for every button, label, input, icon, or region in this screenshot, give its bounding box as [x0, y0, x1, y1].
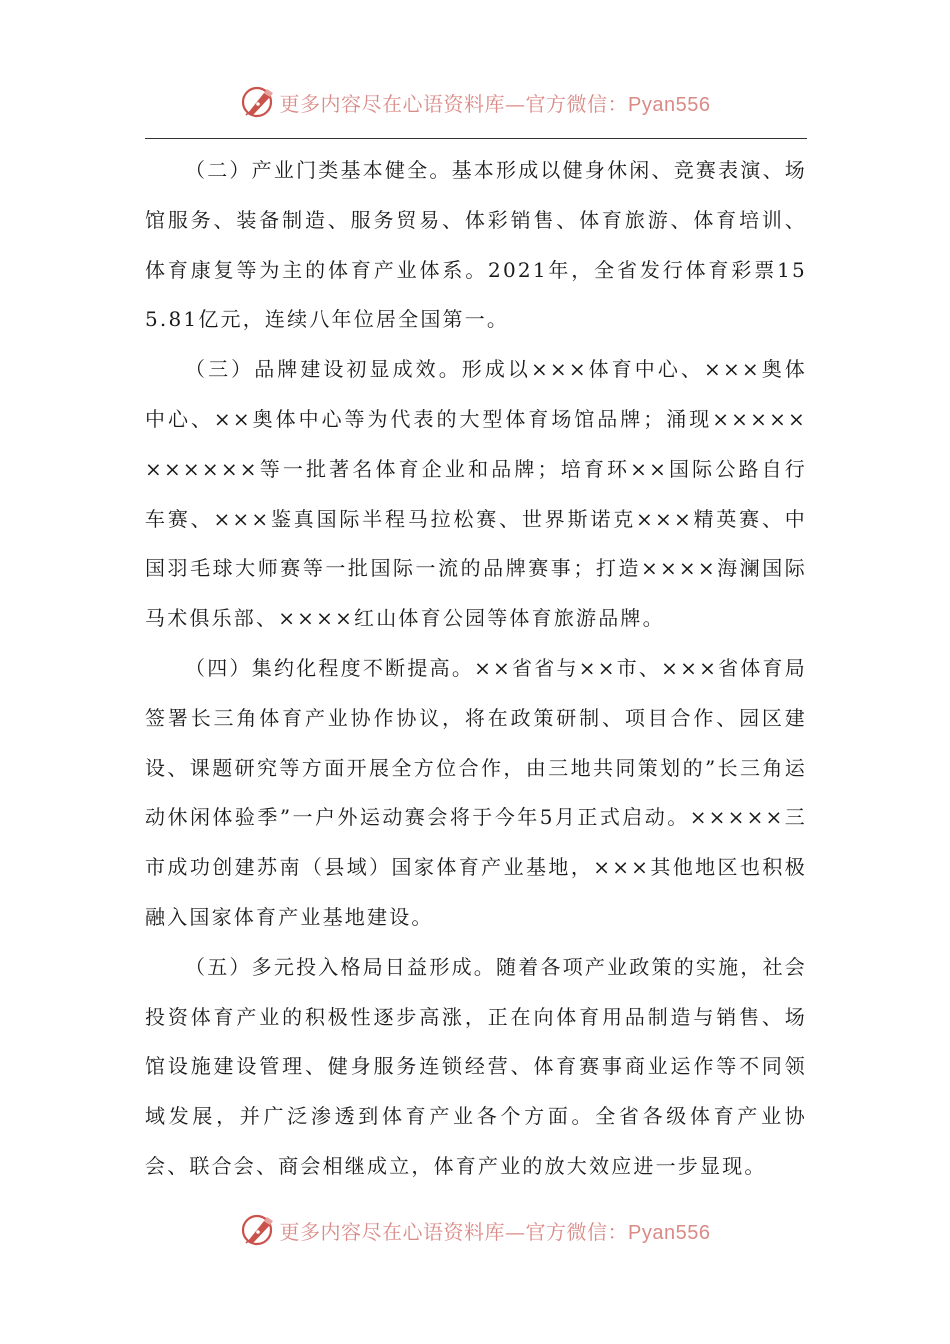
pen-nib-logo-icon [240, 84, 276, 120]
watermark-text: 更多内容尽在心语资料库—官方微信：Pyan556 [279, 91, 711, 116]
footer-watermark [0, 1208, 950, 1252]
document-body [145, 146, 807, 1192]
paragraph-brand-building: （三）品牌建设初显成效。形成以×××体育中心、×××奥体中心、××奥体中心等为代表的大型体育场馆品牌；涌现×××××××××××等一批著名体育企业和品牌；培育环××国际公路自行车赛、×××鉴真国际半程马拉松赛、世界斯诺克×××精英赛、中国羽毛球大师赛等一批国际一流的品牌赛事；打造××××海澜国际马术俱乐部、××××红山体育公园等体育旅游品牌。 [145, 357, 807, 631]
header-watermark [0, 80, 950, 124]
pen-nib-logo-icon [240, 1212, 276, 1248]
paragraph-diversified-investment: （五）多元投入格局日益形成。随着各项产业政策的实施，社会投资体育产业的积极性逐步高涨，正在向体育用品制造与销售、场馆设施建设管理、健身服务连锁经营、体育赛事商业运作等不同领域发展，并广泛渗透到体育产业各个方面。全省各级体育产业协会、联合会、商会相继成立，体育产业的放大效应进一步显现。 [145, 954, 807, 1178]
header-divider [145, 138, 807, 139]
watermark-text: 更多内容尽在心语资料库—官方微信：Pyan556 [279, 1219, 711, 1244]
paragraph-industry-categories: （二）产业门类基本健全。基本形成以健身休闲、竞赛表演、场馆服务、装备制造、服务贸易、体彩销售、体育旅游、体育培训、体育康复等为主的体育产业体系。2021年，全省发行体育彩票155.81亿元，连续八年位居全国第一。 [145, 158, 807, 332]
paragraph-intensification: （四）集约化程度不断提高。××省省与××市、×××省体育局签署长三角体育产业协作协议，将在政策研制、项目合作、园区建设、课题研究等方面开展全方位合作，由三地共同策划的”长三角运动休闲体验季”一户外运动赛会将于今年5月正式启动。×××××三市成功创建苏南（县域）国家体育产业基地，×××其他地区也积极融入国家体育产业基地建设。 [145, 655, 807, 929]
